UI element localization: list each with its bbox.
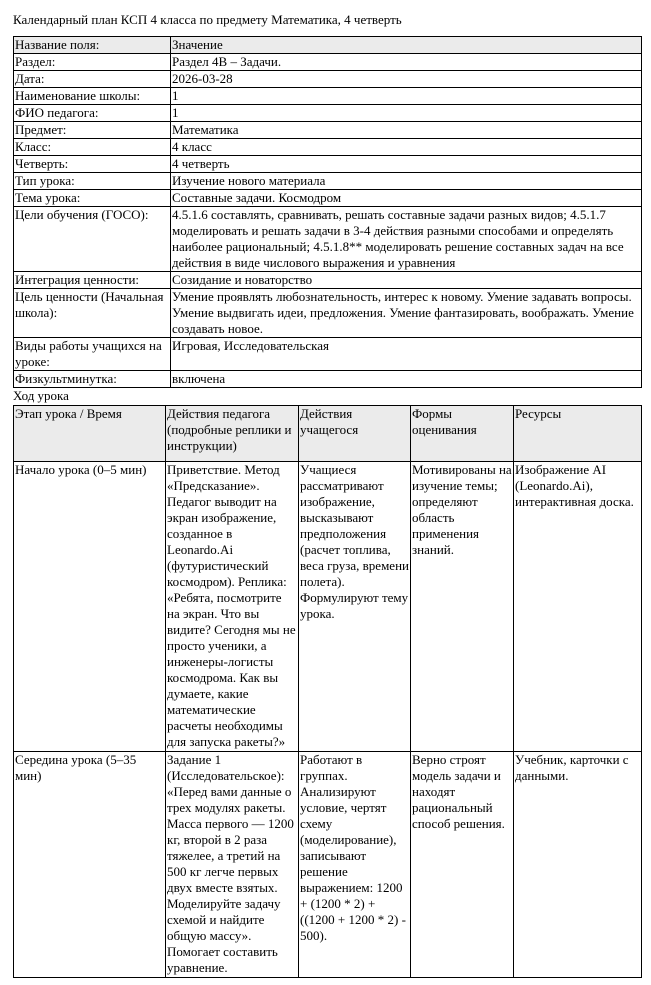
document-page: [13, 12, 641, 978]
assessment-cell: Мотивированы на изучение темы; определяют область применения знаний.: [411, 462, 514, 752]
lesson-info-row: [14, 156, 642, 173]
teacher-actions-cell: Приветствие. Метод «Предсказание». Педагог выводит на экран изображение, созданное в Leonardo.Ai (футуристический космодром). Реплика: «Ребята, посмотрите на экран. Что вы видите? Сегодня мы не просто ученики, а инженеры-логисты космодрома. Как вы думаете, какие математические расчеты необходимы для запуска ракеты?»: [166, 462, 299, 752]
field-value-cell: Математика: [171, 122, 642, 139]
stage-column-header: Этап урока / Время: [14, 406, 166, 462]
lesson-progress-title: Ход урока: [13, 388, 69, 403]
document-title: Календарный план КСП 4 класса по предмету Математика, 4 четверть: [13, 12, 402, 27]
lesson-info-row: [14, 88, 642, 105]
lesson-stage-row: [14, 462, 642, 752]
field-name-cell: Тип урока:: [14, 173, 171, 190]
field-value-cell: Умение проявлять любознательность, интерес к новому. Умение задавать вопросы. Умение выдвигать идеи, предложения. Умение фантазировать, воображать. Умение создавать новое.: [171, 289, 642, 338]
field-name-cell: Физкультминутка:: [14, 371, 171, 388]
field-name-cell: Интеграция ценности:: [14, 272, 171, 289]
resources-cell: Учебник, карточки с данными.: [514, 752, 642, 978]
field-value-cell: 4.5.1.6 составлять, сравнивать, решать составные задачи разных видов; 4.5.1.7 моделировать и решать задачи в 3-4 действия разными способами и определять наиболее рациональный; 4.5.1.8** моделировать решение составных задач на все действия в виде числового выражения и уравнения: [171, 207, 642, 272]
field-name-header: Название поля:: [14, 37, 171, 54]
field-name-cell: Четверть:: [14, 156, 171, 173]
lesson-info-table: [13, 36, 642, 388]
lesson-info-row: [14, 54, 642, 71]
field-name-cell: Цели обучения (ГОСО):: [14, 207, 171, 272]
field-value-cell: 4 класс: [171, 139, 642, 156]
lesson-info-row: [14, 289, 642, 338]
assessment-column-header: Формы оценивания: [411, 406, 514, 462]
field-value-cell: Изучение нового материала: [171, 173, 642, 190]
lesson-info-row: [14, 207, 642, 272]
teacher-actions-cell: Задание 1 (Исследовательское): «Перед вами данные о трех модулях ракеты. Масса первого — 1200 кг, второй в 2 раза тяжелее, а третий на 500 кг легче первых двух вместе взятых. Моделируйте задачу схемой и найдите общую массу». Помогает составить уравнение.: [166, 752, 299, 978]
lesson-info-row: [14, 190, 642, 207]
field-value-cell: 2026-03-28: [171, 71, 642, 88]
field-name-cell: Предмет:: [14, 122, 171, 139]
field-name-cell: Наименование школы:: [14, 88, 171, 105]
lesson-info-row: [14, 338, 642, 371]
lesson-progress-table: [13, 405, 642, 978]
resources-cell: Изображение AI (Leonardo.Ai), интерактивная доска.: [514, 462, 642, 752]
field-name-cell: Цель ценности (Начальная школа):: [14, 289, 171, 338]
field-value-cell: 1: [171, 88, 642, 105]
field-value-cell: Игровая, Исследовательская: [171, 338, 642, 371]
resources-column-header: Ресурсы: [514, 406, 642, 462]
field-value-cell: 4 четверть: [171, 156, 642, 173]
lesson-progress-header-row: [14, 406, 642, 462]
lesson-info-header-row: [14, 37, 642, 54]
field-value-cell: Созидание и новаторство: [171, 272, 642, 289]
lesson-info-row: [14, 371, 642, 388]
field-value-cell: Составные задачи. Космодром: [171, 190, 642, 207]
field-name-cell: ФИО педагога:: [14, 105, 171, 122]
lesson-info-row: [14, 122, 642, 139]
student-actions-cell: Учащиеся рассматривают изображение, высказывают предположения (расчет топлива, веса груза, времени полета). Формулируют тему урока.: [299, 462, 411, 752]
lesson-info-row: [14, 71, 642, 88]
teacher-actions-column-header: Действия педагога (подробные реплики и инструкции): [166, 406, 299, 462]
student-actions-column-header: Действия учащегося: [299, 406, 411, 462]
field-name-cell: Раздел:: [14, 54, 171, 71]
lesson-stage-row: [14, 752, 642, 978]
field-value-cell: 1: [171, 105, 642, 122]
stage-cell: Середина урока (5–35 мин): [14, 752, 166, 978]
field-name-cell: Класс:: [14, 139, 171, 156]
lesson-info-row: [14, 272, 642, 289]
stage-cell: Начало урока (0–5 мин): [14, 462, 166, 752]
field-value-cell: включена: [171, 371, 642, 388]
value-header: Значение: [171, 37, 642, 54]
student-actions-cell: Работают в группах. Анализируют условие, чертят схему (моделирование), записывают решение выражением: 1200 + (1200 * 2) + ((1200 + 1200 * 2) - 500).: [299, 752, 411, 978]
lesson-info-row: [14, 105, 642, 122]
lesson-info-row: [14, 173, 642, 190]
field-name-cell: Дата:: [14, 71, 171, 88]
lesson-info-row: [14, 139, 642, 156]
assessment-cell: Верно строят модель задачи и находят рациональный способ решения.: [411, 752, 514, 978]
field-name-cell: Виды работы учащихся на уроке:: [14, 338, 171, 371]
field-name-cell: Тема урока:: [14, 190, 171, 207]
field-value-cell: Раздел 4В – Задачи.: [171, 54, 642, 71]
